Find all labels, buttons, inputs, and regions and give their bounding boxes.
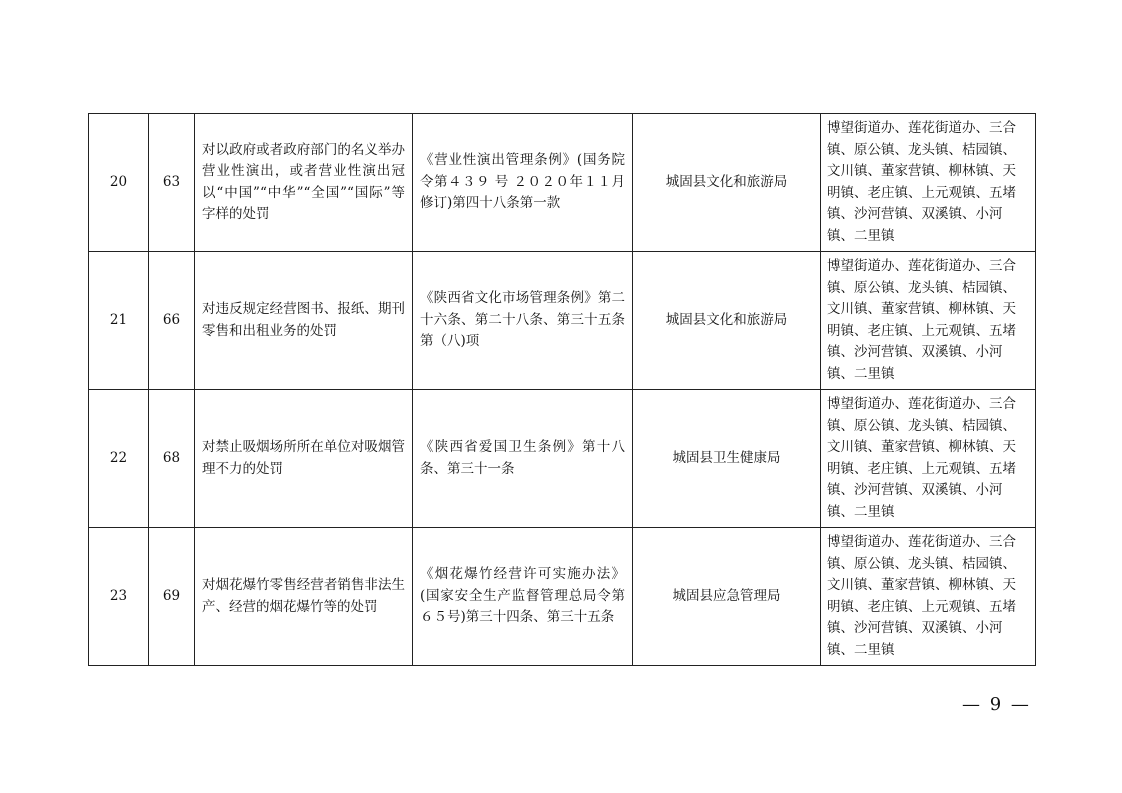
legal-basis-cell: 《烟花爆竹经营许可实施办法》(国家安全生产监督管理总局令第６５号)第三十四条、第三十五条 — [413, 528, 633, 666]
penalty-items-table — [88, 113, 1036, 666]
item-code-cell: 69 — [149, 528, 195, 666]
table-row — [89, 390, 1036, 528]
page-number: — 9 — — [962, 694, 1031, 715]
item-code-cell: 66 — [149, 252, 195, 390]
department-cell: 城固县文化和旅游局 — [633, 252, 821, 390]
legal-basis-cell: 《陕西省文化市场管理条例》第二十六条、第二十八条、第三十五条第（八)项 — [413, 252, 633, 390]
row-seq-cell: 23 — [89, 528, 149, 666]
item-code-cell: 68 — [149, 390, 195, 528]
item-code-cell: 63 — [149, 114, 195, 252]
table-row — [89, 114, 1036, 252]
row-seq-cell: 22 — [89, 390, 149, 528]
department-cell: 城固县卫生健康局 — [633, 390, 821, 528]
towns-cell: 博望街道办、莲花街道办、三合镇、原公镇、龙头镇、桔园镇、文川镇、董家营镇、柳林镇、天明镇、老庄镇、上元观镇、五堵镇、沙河营镇、双溪镇、小河镇、二里镇 — [821, 114, 1036, 252]
row-seq-cell: 21 — [89, 252, 149, 390]
legal-basis-cell: 《陕西省爱国卫生条例》第十八条、第三十一条 — [413, 390, 633, 528]
penalty-matter-cell: 对禁止吸烟场所所在单位对吸烟管理不力的处罚 — [195, 390, 413, 528]
penalty-matter-cell: 对违反规定经营图书、报纸、期刊零售和出租业务的处罚 — [195, 252, 413, 390]
table-row — [89, 528, 1036, 666]
towns-cell: 博望街道办、莲花街道办、三合镇、原公镇、龙头镇、桔园镇、文川镇、董家营镇、柳林镇、天明镇、老庄镇、上元观镇、五堵镇、沙河营镇、双溪镇、小河镇、二里镇 — [821, 252, 1036, 390]
department-cell: 城固县文化和旅游局 — [633, 114, 821, 252]
row-seq-cell: 20 — [89, 114, 149, 252]
penalty-matter-cell: 对烟花爆竹零售经营者销售非法生产、经营的烟花爆竹等的处罚 — [195, 528, 413, 666]
table-row — [89, 252, 1036, 390]
department-cell: 城固县应急管理局 — [633, 528, 821, 666]
legal-basis-cell: 《营业性演出管理条例》(国务院令第４３９ 号 ２０２０年１１月修订)第四十八条第一款 — [413, 114, 633, 252]
towns-cell: 博望街道办、莲花街道办、三合镇、原公镇、龙头镇、桔园镇、文川镇、董家营镇、柳林镇、天明镇、老庄镇、上元观镇、五堵镇、沙河营镇、双溪镇、小河镇、二里镇 — [821, 390, 1036, 528]
penalty-matter-cell: 对以政府或者政府部门的名义举办营业性演出，或者营业性演出冠以“中国”“中华”“全国”“国际”等字样的处罚 — [195, 114, 413, 252]
towns-cell: 博望街道办、莲花街道办、三合镇、原公镇、龙头镇、桔园镇、文川镇、董家营镇、柳林镇、天明镇、老庄镇、上元观镇、五堵镇、沙河营镇、双溪镇、小河镇、二里镇 — [821, 528, 1036, 666]
